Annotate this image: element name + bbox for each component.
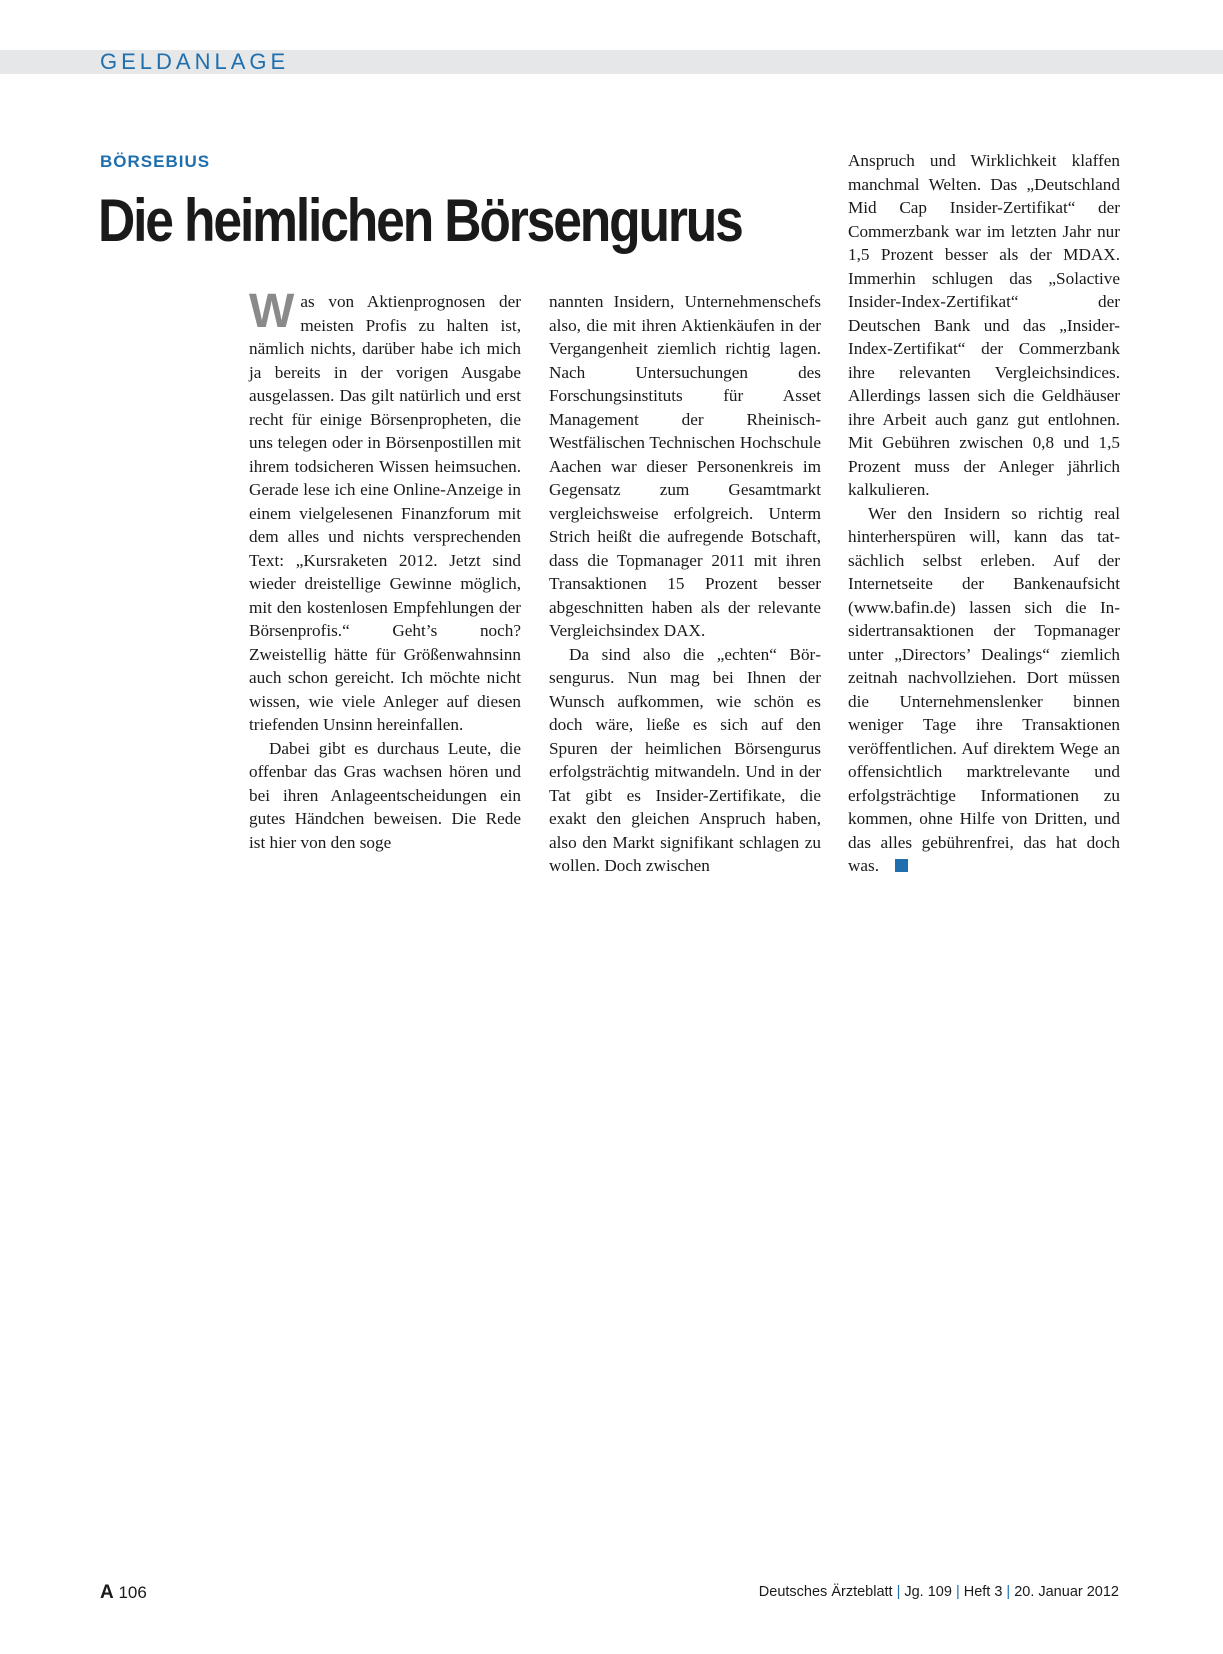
end-of-article-mark [895, 859, 908, 872]
article-title: Die heimlichen Börsengurus [98, 187, 742, 254]
section-label: GELDANLAGE [100, 49, 290, 74]
journal-info [759, 1584, 1119, 1600]
paragraph-4: Da sind also die „echten“ Börsengurus. Nun mag bei Ihnen der Wunsch aufkommen, wie schön es doch wäre, ließe es sich auf den Spuren der heimlichen Börsengurus erfolgsträchtig mitwandeln. Und in der Tat gibt es Insider-Zertifikate, die exakt den gleichen Anspruch haben, also den Markt signifikant schlagen zu wollen. Doch zwischen [549, 644, 821, 875]
article-column-2 [549, 290, 821, 878]
journal-issue: Heft 3 [963, 1584, 1003, 1600]
paragraph-1-text: as von Aktienprognosen der meisten Profis zu halten ist, nämlich nichts, darüber habe ich mich ja bereits in der vorigen Ausgabe ausgelassen. Das gilt natürlich und erst recht für einige Börsenpropheten, die uns telegen oder in Börsenpostillen mit ihrem todsicheren Wissen heimsuchen. Gerade lese ich eine Online-Anzeige in einem vielgelesenen Finanzforum mit dem alles und nichts versprechenden Text: „Kursraketen 2012. Jetzt sind wieder dreistellige Gewinne möglich, mit den kostenlosen Empfehlungen der Börsenprofis.“ Geht’s noch? Zweistellig hätte für Größenwahnsinn auch schon gereicht. Ich möchte nicht wissen, wie viele Anleger auf diesen triefenden Unsinn hereinfallen. [249, 292, 521, 734]
paragraph-5: Anspruch und Wirklichkeit klaffen manchmal Welten. Das „Deutschland Mid Cap Insider-Zertifikat“ der Commerzbank war im letzten Jahr nur 1,5 Prozent besser als der MDAX. Immerhin schlugen das „Solactive Insider-Index-Zertifikat“ der Deutschen Bank und das „Insider-Index-Zertifikat“ der Commerzbank ihre relevanten Vergleichsindices. Allerdings lassen sich die Geldhäuser ihre Arbeit auch ganz gut entlohnen. Mit Gebühren zwischen 0,8 und 1,5 Prozent muss der Anleger jährlich kalkulieren. [848, 151, 1120, 499]
page-prefix: A [100, 1582, 114, 1603]
article-kicker: BÖRSEBIUS [100, 152, 211, 171]
separator: | [955, 1584, 960, 1600]
paragraph-2: Dabei gibt es durchaus Leute, die offenbar das Gras wachsen hören und bei ihren Anlageentscheidungen ein gutes Händchen beweisen. Die Rede ist hier von den soge [249, 738, 521, 852]
drop-cap: W [249, 285, 295, 338]
article-column-1 [249, 285, 521, 854]
page-number [100, 1582, 147, 1604]
journal-date: 20. Januar 2012 [1014, 1584, 1119, 1600]
separator: | [1006, 1584, 1011, 1600]
paragraph-6 [848, 502, 1120, 878]
article-column-3 [848, 149, 1120, 878]
journal-name: Deutsches Ärzteblatt [758, 1584, 893, 1600]
separator: | [896, 1584, 901, 1600]
paragraph-1 [249, 285, 521, 737]
paragraph-3: nannten Insidern, Unternehmenschefs also, die mit ihren Aktienkäufen in der Vergangenheit ziemlich richtig lagen. Nach Untersuchungen des Forschungsinstituts für Asset Management der Rheinisch-Westfälischen Technischen Hochschule Aachen war dieser Personenkreis im Gegensatz zum Gesamtmarkt vergleichsweise erfolgreich. Unterm Strich heißt die aufregende Botschaft, dass die Topmanager 2011 mit ihren Transaktionen 15 Prozent besser abgeschnitten haben als der relevante Vergleichsindex DAX. [549, 292, 821, 640]
paragraph-6-text: Wer den Insidern so richtig real hinterherspüren will, kann das tatsächlich selbst erleben. Auf der Internetseite der Bankenaufsicht (www.bafin.de) lassen sich die Insidertransaktionen der Topmanager unter „Directors’ Dealings“ ziemlich zeitnah nachvollziehen. Dort müssen die Unternehmenslenker binnen weniger Tage ihre Transaktionen veröffentlichen. Auf direktem Wege an offensichtlich marktrelevante und erfolgsträchtige Informationen zu kommen, ohne Hilfe von Dritten, und das alles gebührenfrei, das hat doch was. [848, 503, 1120, 875]
page-number-value: 106 [118, 1583, 147, 1602]
journal-volume: Jg. 109 [904, 1584, 952, 1600]
